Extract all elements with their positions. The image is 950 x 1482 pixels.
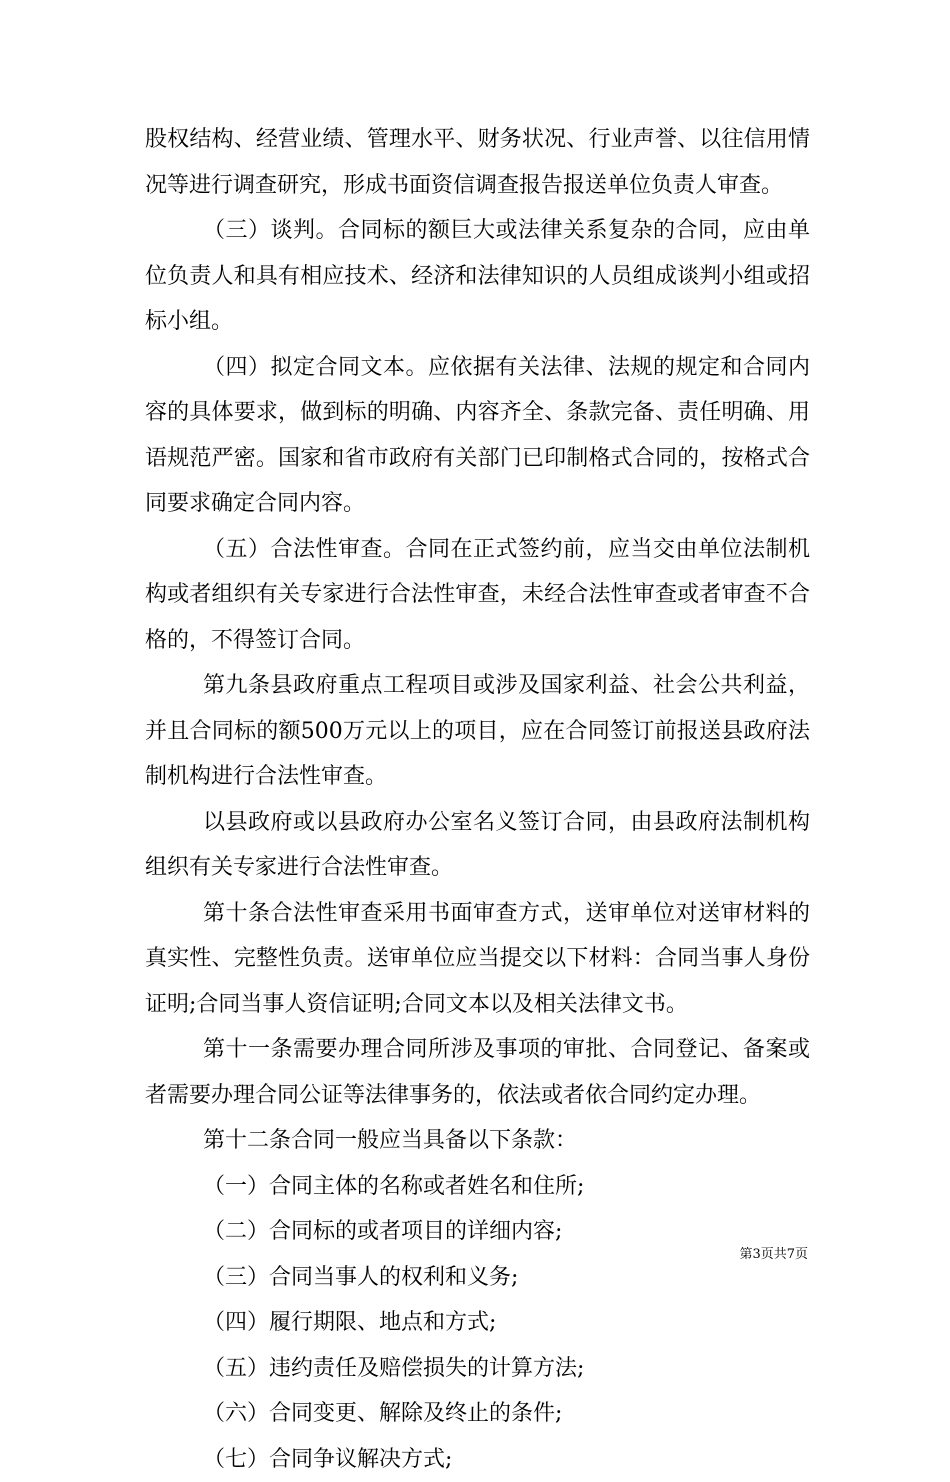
paragraph-continued: 股权结构、经营业绩、管理水平、财务状况、行业声誉、以往信用情况等进行调查研究，形成书面资信调查报告报送单位负责人审查。: [145, 117, 810, 208]
paragraph-county-government-contracts: 以县政府或以县政府办公室名义签订合同，由县政府法制机构组织有关专家进行合法性审查。: [145, 800, 810, 891]
paragraph-article-9: 第九条县政府重点工程项目或涉及国家利益、社会公共利益，并且合同标的额500万元以上的项目，应在合同签订前报送县政府法制机构进行合法性审查。: [145, 663, 810, 800]
paragraph-article-10: 第十条合法性审查采用书面审查方式，送审单位对送审材料的真实性、完整性负责。送审单位应当提交以下材料：合同当事人身份证明;合同当事人资信证明;合同文本以及相关法律文书。: [145, 891, 810, 1028]
paragraph-legality-review: （五）合法性审查。合同在正式签约前，应当交由单位法制机构或者组织有关专家进行合法性审查，未经合法性审查或者审查不合格的，不得签订合同。: [145, 527, 810, 664]
paragraph-article-11: 第十一条需要办理合同所涉及事项的审批、合同登记、备案或者需要办理合同公证等法律事务的，依法或者依合同约定办理。: [145, 1027, 810, 1118]
document-body: [145, 117, 810, 1482]
paragraph-negotiation: （三）谈判。合同标的额巨大或法律关系复杂的合同，应由单位负责人和具有相应技术、经济和法律知识的人员组成谈判小组或招标小组。: [145, 208, 810, 345]
paragraph-draft-contract: （四）拟定合同文本。应依据有关法律、法规的规定和合同内容的具体要求，做到标的明确、内容齐全、条款完备、责任明确、用语规范严密。国家和省市政府有关部门已印制格式合同的，按格式合同要求确定合同内容。: [145, 345, 810, 527]
list-item: （六）合同变更、解除及终止的条件;: [145, 1391, 810, 1437]
list-item: （一）合同主体的名称或者姓名和住所;: [145, 1164, 810, 1210]
paragraph-article-12: 第十二条合同一般应当具备以下条款：: [145, 1118, 810, 1164]
list-item: （七）合同争议解决方式;: [145, 1437, 810, 1482]
list-item: （三）合同当事人的权利和义务;: [145, 1255, 810, 1301]
list-item: （二）合同标的或者项目的详细内容;: [145, 1209, 810, 1255]
page-indicator: 第3页共7页: [739, 1246, 808, 1264]
list-item: （五）违约责任及赔偿损失的计算方法;: [145, 1346, 810, 1392]
list-item: （四）履行期限、地点和方式;: [145, 1300, 810, 1346]
